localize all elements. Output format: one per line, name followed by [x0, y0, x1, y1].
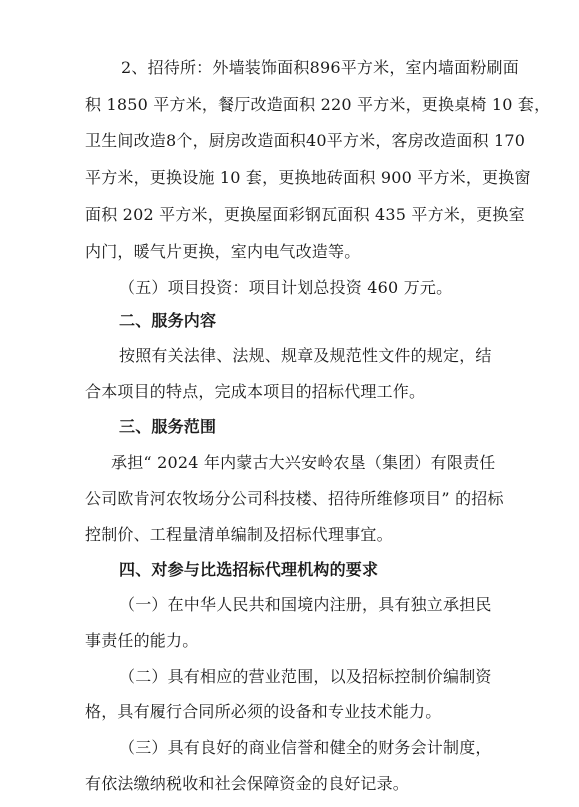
paragraph-line: 公司欧肯河农牧场分公司科技楼、招待所维修项目” 的招标 — [85, 489, 504, 508]
paragraph-line: 平方米，更换设施 10 套，更换地砖面积 900 平方米，更换窗 — [85, 168, 531, 187]
paragraph-line: 控制价、工程量清单编制及招标代理事宜。 — [85, 525, 393, 544]
section-heading: 二、服务内容 — [119, 311, 217, 330]
section-heading: 三、服务范围 — [119, 417, 217, 436]
requirement-line: （三）具有良好的商业信誉和健全的财务会计制度， — [119, 738, 492, 757]
paragraph-line: 2、招待所：外墙装饰面积896平方米，室内墙面粉刷面 — [121, 58, 519, 77]
paragraph-line: 合本项目的特点，完成本项目的招标代理工作。 — [85, 382, 426, 401]
requirement-line: （二）具有相应的营业范围，以及招标控制价编制资 — [119, 667, 492, 686]
paragraph-line: 面积 202 平方米，更换屋面彩钢瓦面积 435 平方米，更换室 — [85, 205, 525, 224]
paragraph-line: 按照有关法律、法规、规章及规范性文件的规定，结 — [119, 346, 492, 365]
requirement-line: 事责任的能力。 — [85, 631, 199, 650]
paragraph-line: 内门，暖气片更换，室内电气改造等。 — [85, 242, 361, 261]
paragraph-line: 承担“ 2024 年内蒙古大兴安岭农垦（集团）有限责任 — [111, 453, 496, 472]
paragraph-line: 积 1850 平方米，餐厅改造面积 220 平方米，更换桌椅 10 套， — [85, 95, 551, 114]
investment-line: （五）项目投资：项目计划总投资 460 万元。 — [119, 278, 453, 297]
paragraph-line: 卫生间改造8个，厨房改造面积40平方米，客房改造面积 170 — [85, 131, 526, 150]
section-heading: 四、对参与比选招标代理机构的要求 — [119, 560, 379, 579]
requirement-line: 有依法缴纳税收和社会保障资金的良好记录。 — [85, 774, 410, 793]
requirement-line: 格，具有履行合同所必须的设备和专业技术能力。 — [85, 702, 442, 721]
requirement-line: （一）在中华人民共和国境内注册，具有独立承担民 — [119, 595, 492, 614]
